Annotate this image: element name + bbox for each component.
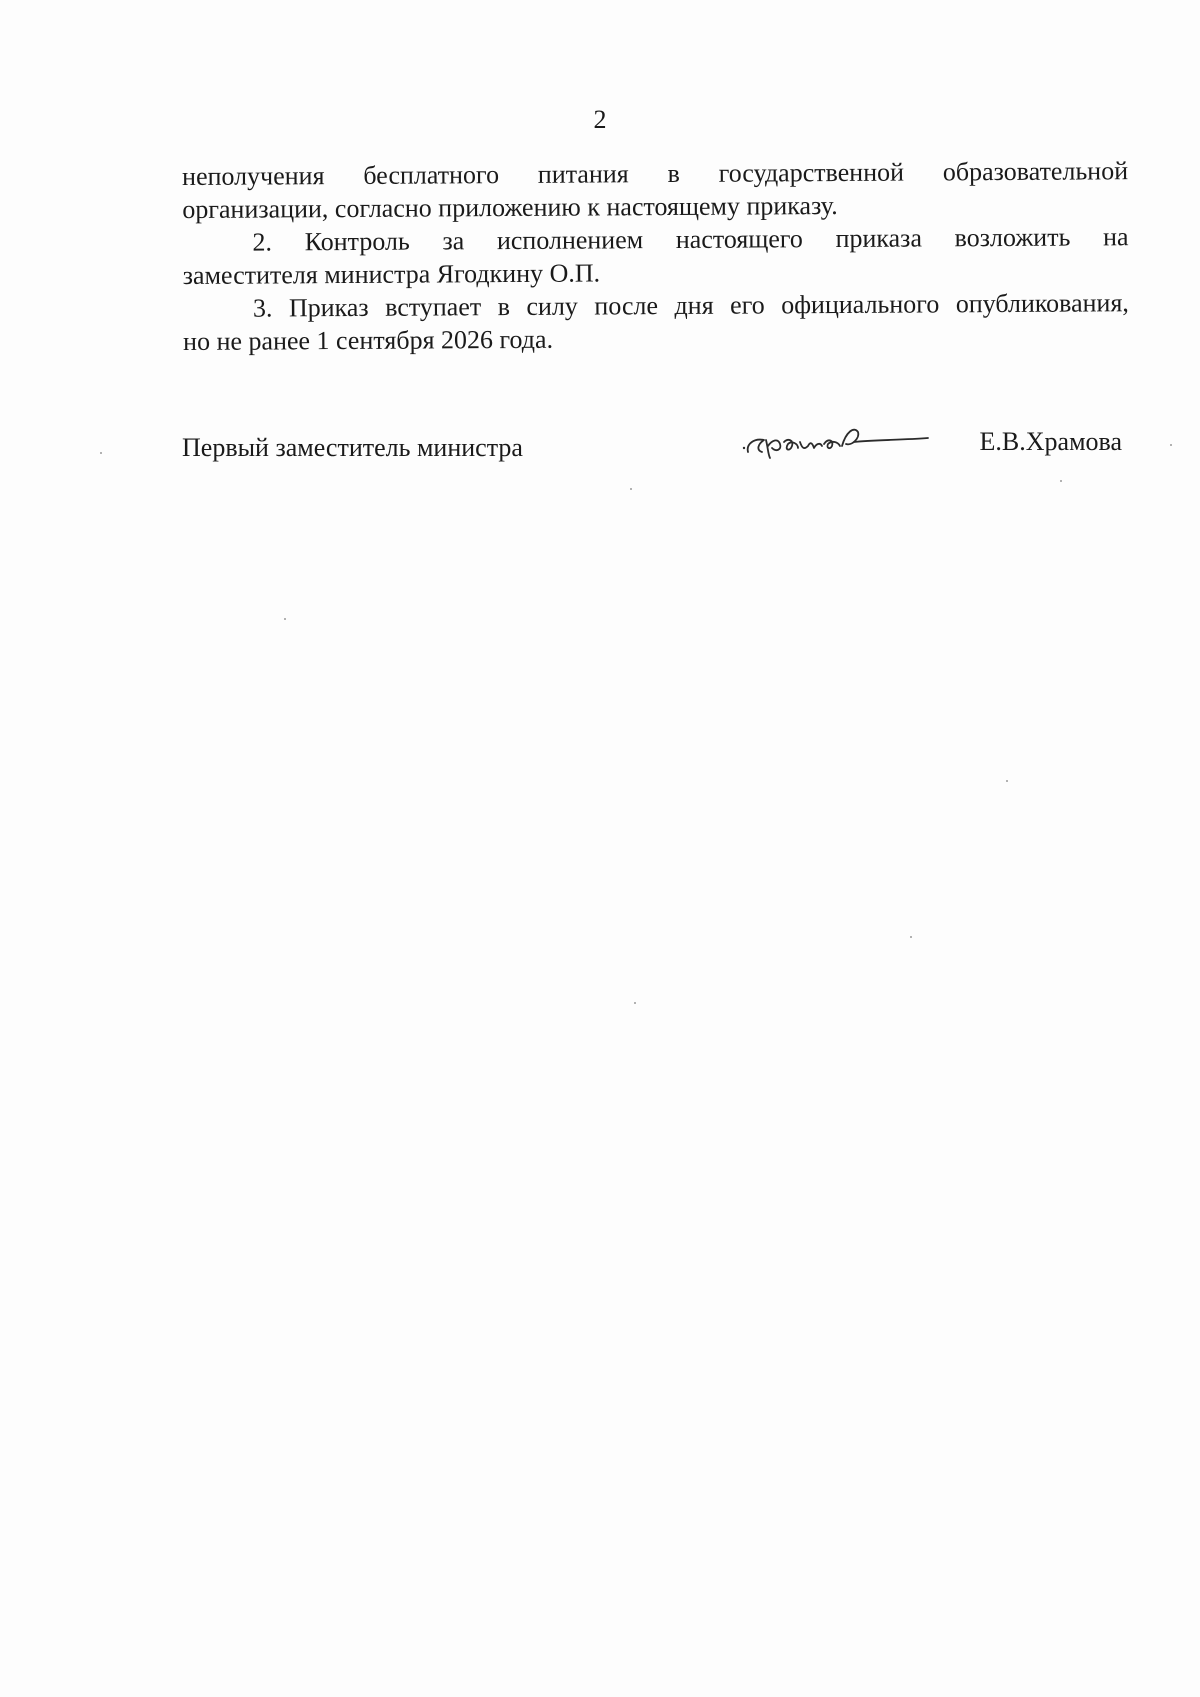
signatory-position: Первый заместитель министра — [182, 433, 523, 462]
paragraph-2-line-2: заместителя министра Ягодкину О.П. — [182, 258, 601, 290]
signature-block — [182, 418, 1122, 478]
scan-speck — [634, 1002, 636, 1004]
scan-speck — [284, 618, 286, 620]
paragraph-3 — [183, 286, 1129, 358]
handwritten-signature — [742, 418, 932, 464]
paragraph-1 — [182, 154, 1128, 226]
paragraph-2 — [182, 220, 1128, 292]
signatory-name: Е.В.Храмова — [979, 427, 1122, 456]
scan-speck — [1170, 444, 1172, 446]
scan-speck — [630, 488, 632, 490]
paragraph-3-line-2: но не ранее 1 сентября 2026 года. — [183, 324, 554, 356]
scan-speck — [1006, 780, 1008, 782]
scan-speck — [910, 936, 912, 938]
paragraph-3-line-1: 3. Приказ вступает в силу после дня его официального опубликования, — [252, 288, 1129, 323]
page-number: 2 — [593, 105, 607, 134]
scan-speck — [1060, 480, 1062, 482]
paragraph-2-line-1: 2. Контроль за исполнением настоящего приказа возложить на — [252, 222, 1129, 257]
scan-speck — [100, 452, 102, 454]
paragraph-1-line-1: неполучения бесплатного питания в государственной образовательной — [182, 156, 1129, 191]
document-body — [182, 154, 1129, 358]
paragraph-1-line-2: организации, согласно приложению к настоящему приказу. — [182, 190, 838, 224]
